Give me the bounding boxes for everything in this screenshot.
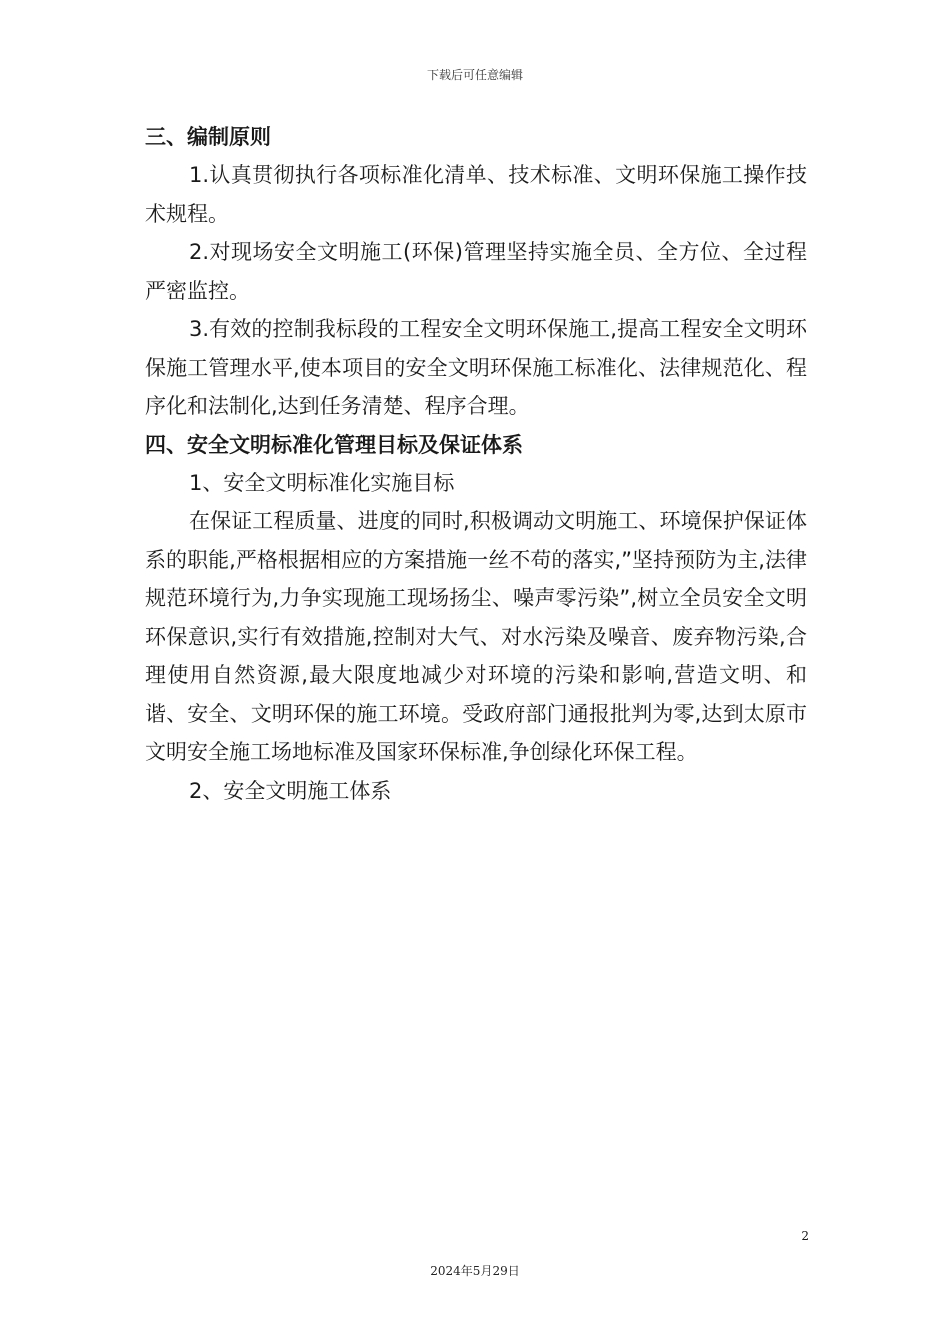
document-body [145, 118, 807, 810]
page-number: 2 [801, 1229, 809, 1243]
section-heading-4: 四、安全文明标准化管理目标及保证体系 [145, 432, 523, 457]
page-header: 下载后可任意编辑 [426, 68, 523, 82]
page-footer-date: 2024年5月29日 [430, 1264, 520, 1278]
subheading-1: 1、安全文明标准化实施目标 [189, 470, 455, 495]
subheading-2: 2、安全文明施工体系 [189, 778, 392, 803]
section-heading-3: 三、编制原则 [145, 125, 271, 149]
principle-item-1: 1.认真贯彻执行各项标准化清单、技术标准、文明环保施工操作技术规程。 [145, 163, 807, 226]
principle-item-2: 2.对现场安全文明施工(环保)管理坚持实施全员、全方位、全过程严密监控。 [145, 240, 807, 303]
principle-item-3: 3.有效的控制我标段的工程安全文明环保施工,提高工程安全文明环保施工管理水平,使本项目的安全文明环保施工标准化、法律规范化、程序化和法制化,达到任务清楚、程序合理。 [145, 317, 807, 418]
target-paragraph: 在保证工程质量、进度的同时,积极调动文明施工、环境保护保证体系的职能,严格根据相应的方案措施一丝不苟的落实,”坚持预防为主,法律规范环境行为,力争实现施工现场扬尘、噪声零污染”,树立全员安全文明环保意识,实行有效措施,控制对大气、对水污染及噪音、废弃物污染,合理使用自然资源,最大限度地减少对环境的污染和影响,营造文明、和谐、安全、文明环保的施工环境。受政府部门通报批判为零,达到太原市文明安全施工场地标准及国家环保标准,争创绿化环保工程。 [145, 509, 807, 764]
